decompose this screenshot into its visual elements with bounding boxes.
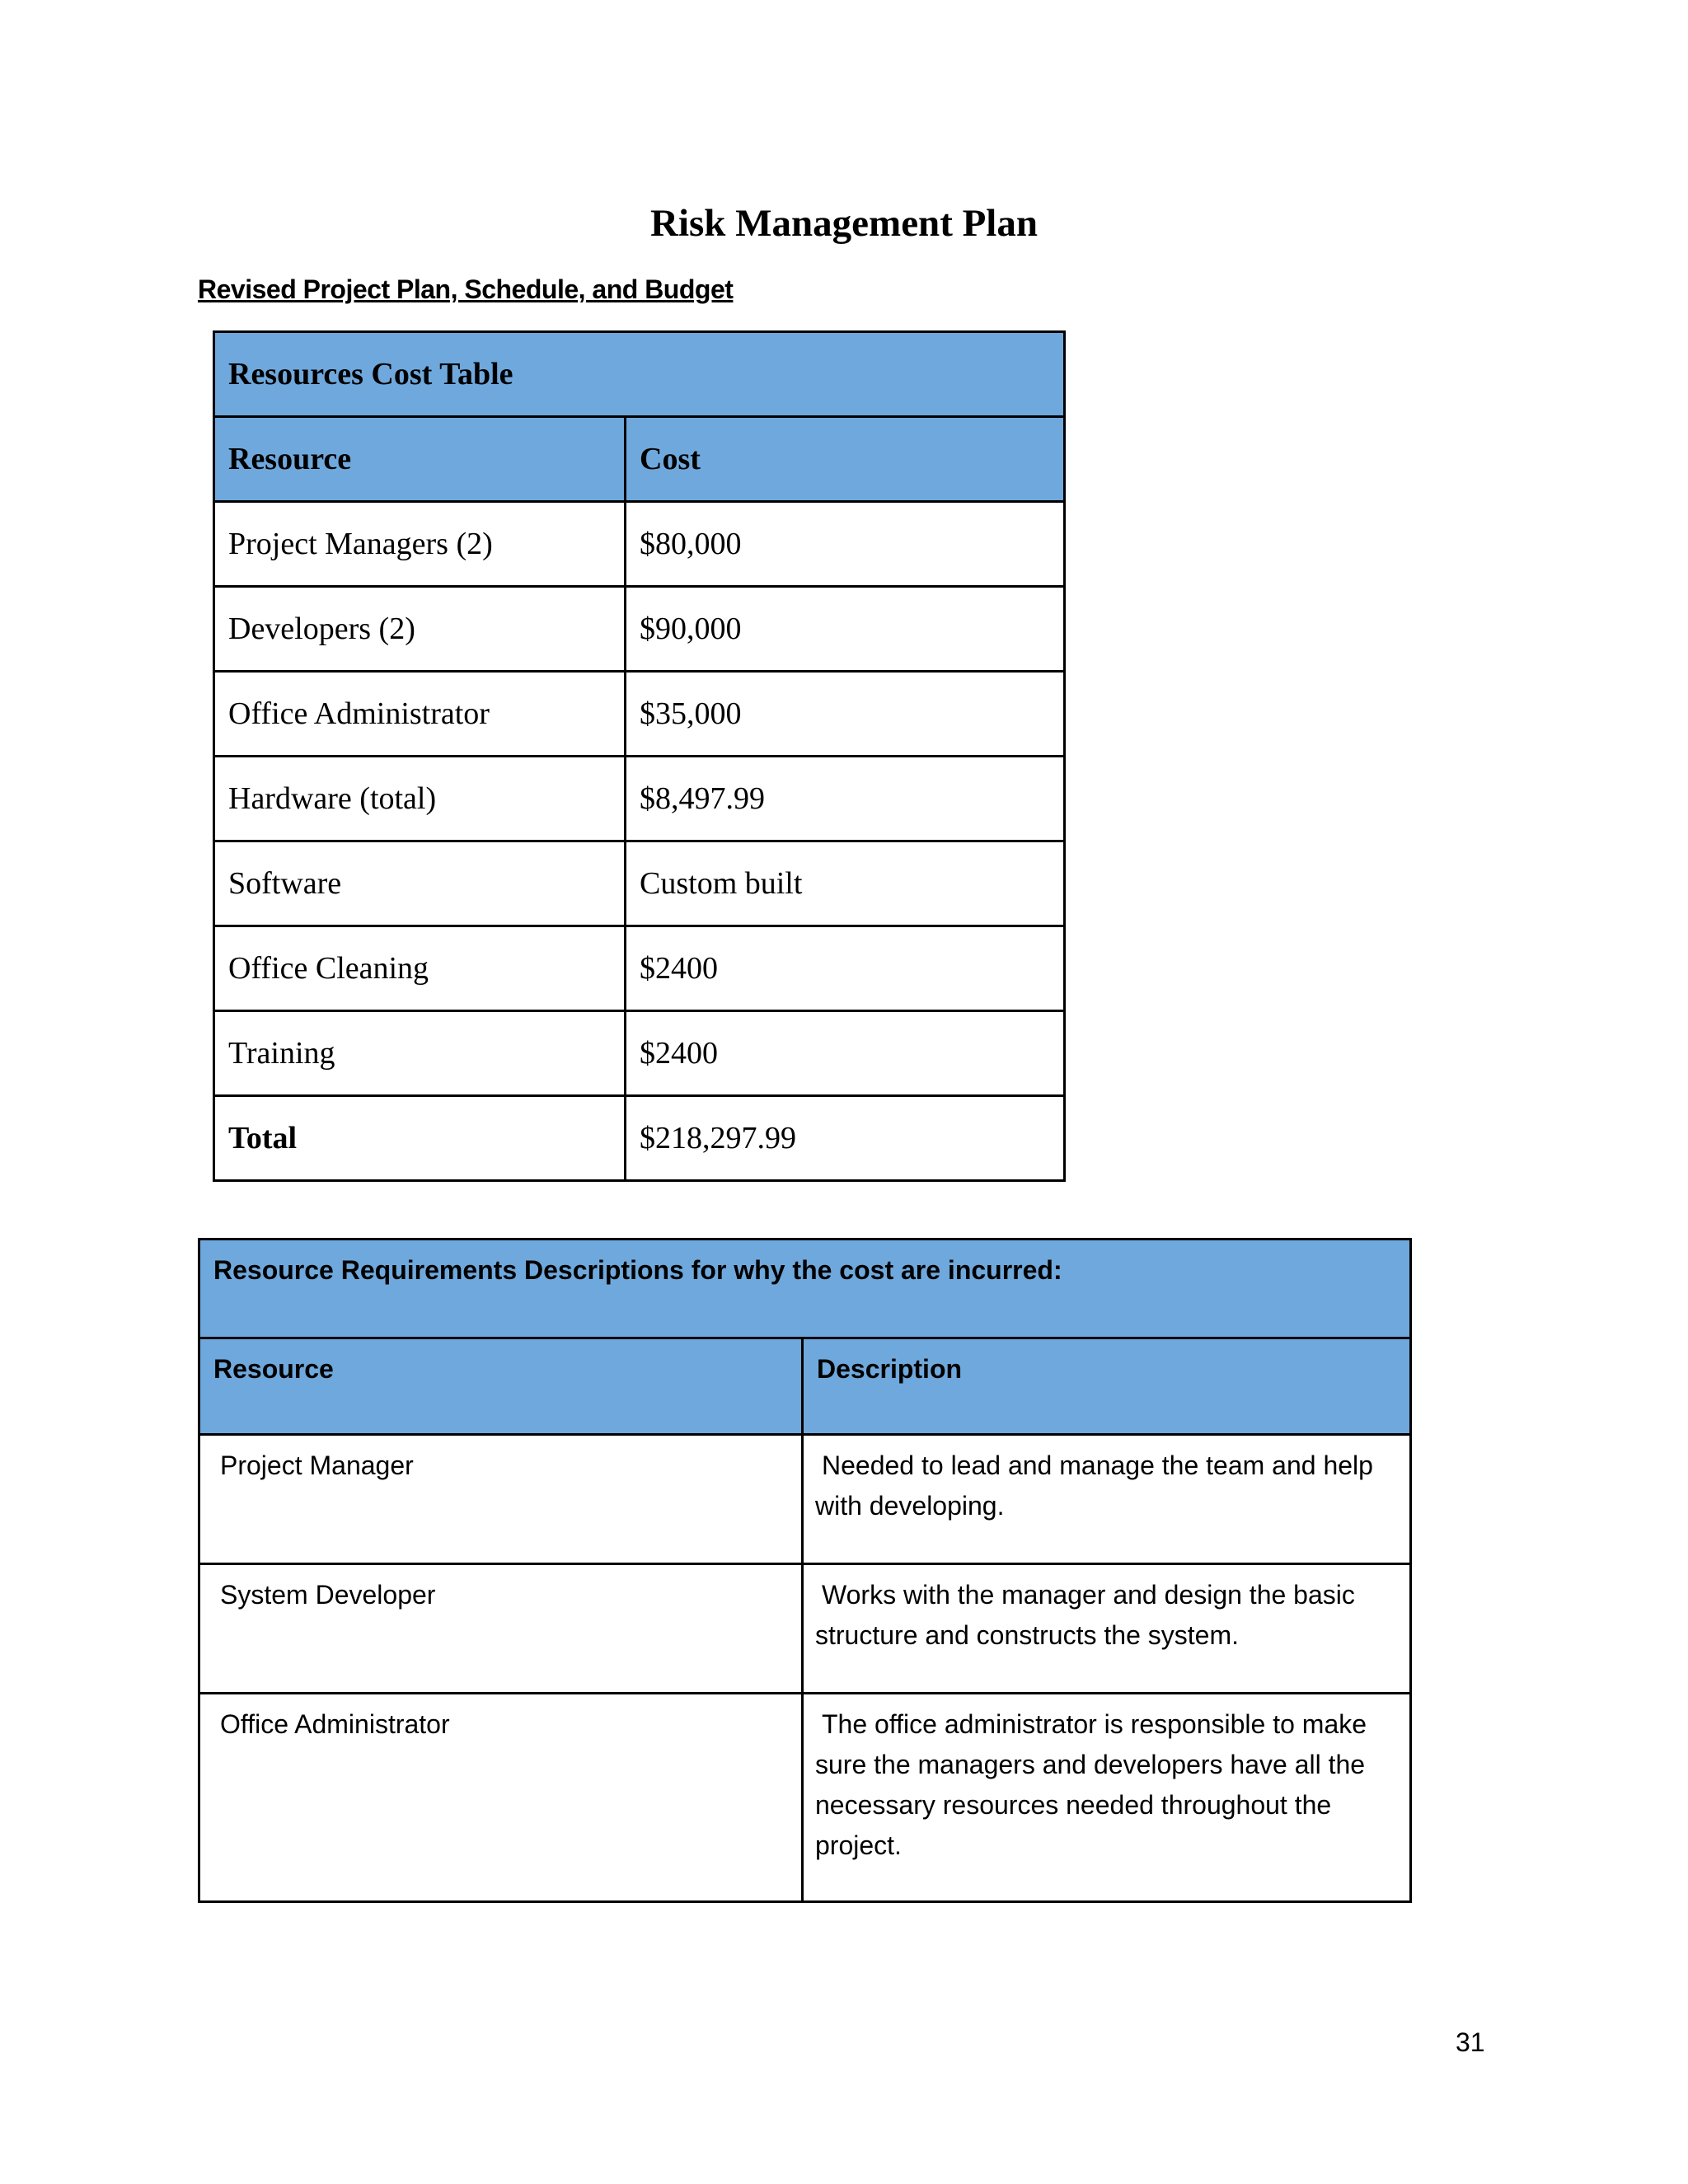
table-row	[214, 587, 1065, 672]
table-row	[214, 502, 1065, 587]
cost-cell: $2400	[626, 1011, 1065, 1096]
table-row	[214, 757, 1065, 841]
cost-cell: $2400	[626, 926, 1065, 1011]
page-title: Risk Management Plan	[650, 202, 1038, 245]
table-row	[199, 1435, 1411, 1564]
column-header-resource: Resource	[199, 1338, 803, 1435]
description-cell: The office administrator is responsible to make sure the managers and developers have all the necessary resources needed throughout the project.	[803, 1694, 1411, 1902]
description-cell: Needed to lead and manage the team and help with developing.	[803, 1435, 1411, 1564]
table-caption: Resources Cost Table	[214, 332, 1065, 417]
table-row	[199, 1564, 1411, 1694]
total-cost: $218,297.99	[626, 1096, 1065, 1181]
cost-cell: $8,497.99	[626, 757, 1065, 841]
section-heading: Revised Project Plan, Schedule, and Budget	[198, 274, 734, 304]
table-caption: Resource Requirements Descriptions for why the cost are incurred:	[199, 1240, 1411, 1338]
cost-cell: Custom built	[626, 841, 1065, 926]
resource-cell: Office Cleaning	[214, 926, 626, 1011]
resource-cell: Office Administrator	[199, 1694, 803, 1902]
resource-cell: Project Managers (2)	[214, 502, 626, 587]
table-row	[214, 672, 1065, 757]
cost-cell: $80,000	[626, 502, 1065, 587]
resources-cost-table	[213, 330, 1066, 1182]
resource-cell: Project Manager	[199, 1435, 803, 1564]
description-cell: Works with the manager and design the basic structure and constructs the system.	[803, 1564, 1411, 1694]
resource-requirements-table	[198, 1238, 1412, 1903]
column-header-description: Description	[803, 1338, 1411, 1435]
cost-cell: $90,000	[626, 587, 1065, 672]
table-row	[214, 841, 1065, 926]
table-row	[214, 1011, 1065, 1096]
resource-cell: Training	[214, 1011, 626, 1096]
table-row	[199, 1694, 1411, 1902]
total-label: Total	[214, 1096, 626, 1181]
cost-cell: $35,000	[626, 672, 1065, 757]
resource-cell: Office Administrator	[214, 672, 626, 757]
page-number: 31	[1456, 2027, 1485, 2057]
total-row	[214, 1096, 1065, 1181]
resource-cell: System Developer	[199, 1564, 803, 1694]
resource-cell: Hardware (total)	[214, 757, 626, 841]
resource-cell: Software	[214, 841, 626, 926]
table-row	[214, 926, 1065, 1011]
resource-cell: Developers (2)	[214, 587, 626, 672]
column-header-cost: Cost	[626, 417, 1065, 502]
column-header-resource: Resource	[214, 417, 626, 502]
